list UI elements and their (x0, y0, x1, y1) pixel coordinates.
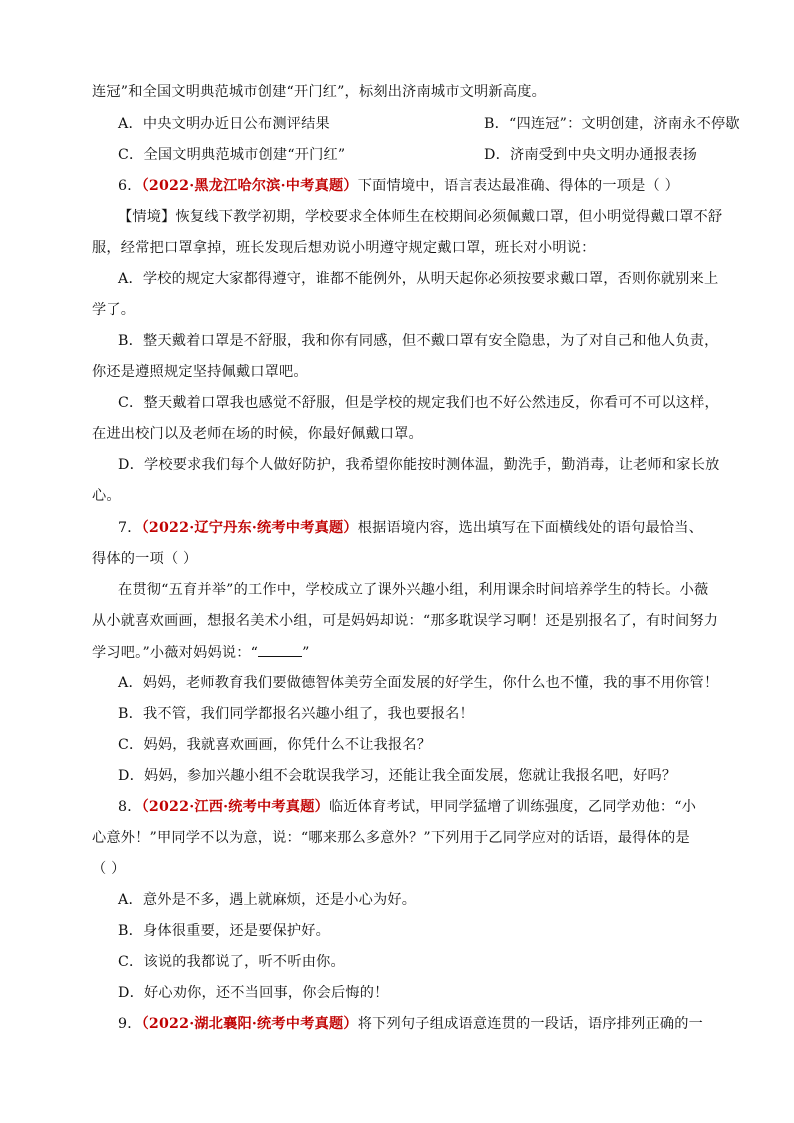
question-9-stem (118, 1014, 707, 1034)
question-8-option-b: B．身体很重要，还是要保护好。 (118, 923, 331, 939)
question-6-context: 【情境】恢复线下教学初期，学校要求全体师生在校期间必须佩戴口罩，但小明觉得戴口罩不舒 (118, 209, 723, 225)
question-6-option-b-cont: 你还是遵照规定坚持佩戴口罩吧。 (92, 364, 308, 380)
question-7-stem-cont: 得体的一项（ ） (92, 551, 198, 567)
question-6-option-a-cont: 学了。 (92, 302, 136, 318)
question-6-context-cont: 服，经常把口罩拿掉，班长发现后想劝说小明遵守规定戴口罩，班长对小明说： (92, 240, 596, 256)
question-7-option-b: B．我不管，我们同学都报名兴趣小组了，我也要报名！ (118, 706, 474, 722)
question-text: 将下列句子组成语意连贯的一段话，语序排列正确的一 (357, 1016, 704, 1032)
question-text: 根据语境内容，选出填写在下面横线处的语句最恰当、 (357, 520, 704, 536)
question-source: （2022·黑龙江哈尔滨·中考真题） (141, 178, 358, 194)
question-7-passage-end (92, 642, 707, 663)
question-number: 8． (118, 799, 142, 815)
question-8-stem (118, 797, 707, 817)
question-8-stem-cont: 心意外！”甲同学不以为意，说：“哪来那么多意外？”下列用于乙同学应对的话语，最得体的是 (92, 830, 690, 846)
intro-option-a: A．中央文明办近日公布测评结果 (118, 116, 330, 132)
question-number: 7． (118, 520, 142, 536)
intro-options-row-2 (118, 145, 707, 165)
question-6-option-d: D．学校要求我们每个人做好防护，我希望你能按时测体温，勤洗手，勤消毒，让老师和家长放 (118, 457, 720, 473)
question-6-stem (118, 176, 707, 196)
question-8-option-c: C．该说的我都说了，听不听由你。 (118, 954, 345, 970)
question-6-option-d-cont: 心。 (92, 488, 121, 504)
question-8-option-a: A．意外是不多，遇上就麻烦，还是小心为好。 (118, 892, 417, 908)
intro-options-row-1 (118, 114, 740, 134)
question-8-answer-paren: （ ） (92, 861, 126, 877)
question-8-option-d: D．好心劝你，还不当回事，你会后悔的！ (118, 985, 389, 1001)
question-7-option-a: A．妈妈，老师教育我们要做德智体美劳全面发展的好学生，你什么也不懂，我的事不用你管！ (118, 675, 719, 691)
question-number: 6． (118, 178, 142, 194)
question-7-passage: 在贯彻“五育并举”的工作中，学校成立了课外兴趣小组，利用课余时间培养学生的特长。小薇 (118, 582, 709, 598)
passage-text: 学习吧。”小薇对妈妈说：“ (92, 645, 259, 661)
passage-text: ” (302, 645, 310, 661)
question-7-stem (118, 518, 707, 538)
intro-line: 连冠”和全国文明典范城市创建“开门红”，标刻出济南城市文明新高度。 (92, 84, 546, 100)
question-number: 9． (118, 1016, 142, 1032)
question-7-passage-cont: 从小就喜欢画画，想报名美术小组，可是妈妈却说：“那多耽误学习啊！还是别报名了，有时间努力 (92, 613, 719, 629)
question-7-option-c: C．妈妈，我就喜欢画画，你凭什么不让我报名？ (118, 737, 432, 753)
answer-blank[interactable] (258, 642, 302, 657)
question-source: （2022·江西·统考中考真题） (141, 799, 329, 815)
question-text: 下面情境中，语言表达最准确、得体的一项是（ ） (357, 178, 679, 194)
question-6-option-b: B．整天戴着口罩是不舒服，我和你有同感，但不戴口罩有安全隐患，为了对自己和他人负责， (118, 333, 719, 349)
intro-option-b: B．“四连冠”：文明创建，济南永不停歇 (484, 116, 740, 132)
question-7-option-d: D．妈妈，参加兴趣小组不会耽误我学习，还能让我全面发展，您就让我报名吧，好吗？ (118, 768, 677, 784)
question-6-option-c-cont: 在进出校门以及老师在场的时候，你最好佩戴口罩。 (92, 426, 423, 442)
question-source: （2022·湖北襄阳·统考中考真题） (141, 1016, 358, 1032)
question-text: 临近体育考试，甲同学猛增了训练强度，乙同学劝他：“小 (328, 799, 697, 815)
intro-option-d: D．济南受到中央文明办通报表扬 (484, 147, 698, 163)
intro-option-c: C．全国文明典范城市创建“开门红” (118, 147, 346, 163)
question-source: （2022·辽宁丹东·统考中考真题） (141, 520, 358, 536)
question-6-option-c: C．整天戴着口罩我也感觉不舒服，但是学校的规定我们也不好公然违反，你看可不可以这样， (118, 395, 719, 411)
question-6-option-a: A．学校的规定大家都得遵守，谁都不能例外，从明天起你必须按要求戴口罩，否则你就别来上 (118, 271, 719, 287)
